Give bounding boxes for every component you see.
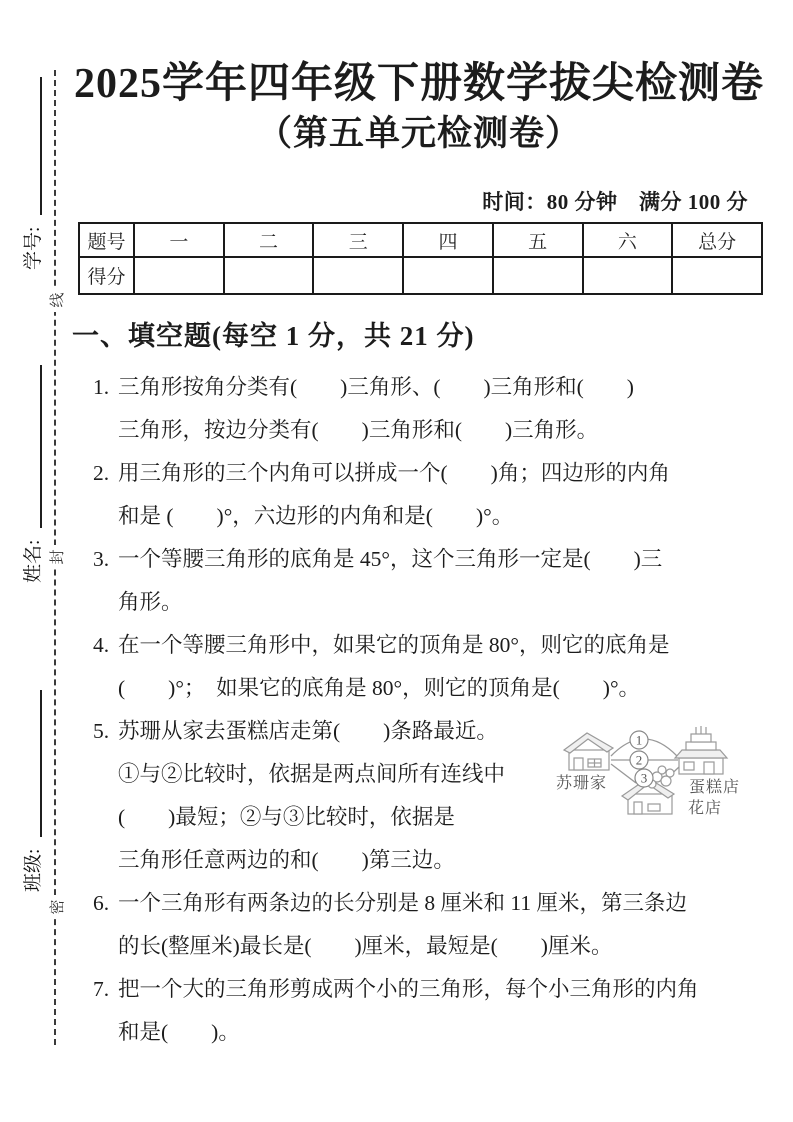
- seal-char-mi: 密: [44, 895, 68, 919]
- route-2-number: 2: [635, 752, 643, 768]
- score-col-header: 六: [583, 223, 673, 257]
- score-cell: [493, 257, 583, 294]
- question-item-7: [93, 968, 773, 1054]
- route-figure: [552, 714, 764, 826]
- question-item-6: [93, 882, 773, 968]
- question-line: 一个等腰三角形的底角是 45°，这个三角形一定是( )三: [118, 547, 663, 571]
- question-item-1: [93, 366, 773, 452]
- exam-subtitle: （第五单元检测卷）: [256, 114, 581, 153]
- question-line: 角形。: [118, 590, 183, 614]
- question-number: 7.: [93, 977, 110, 1001]
- score-cell: [224, 257, 314, 294]
- question-number: 2.: [93, 461, 110, 485]
- score-row-label: 得分: [79, 257, 134, 294]
- question-line: 三角形任意两边的和( )第三边。: [118, 848, 455, 872]
- score-col-header: 四: [403, 223, 493, 257]
- score-col-header: 一: [134, 223, 224, 257]
- score-col-header: 三: [313, 223, 403, 257]
- question-line: 在一个等腰三角形中，如果它的顶角是 80°，则它的底角是: [118, 633, 670, 657]
- home-icon: [564, 733, 613, 770]
- score-table-header-row: [79, 223, 762, 257]
- section-heading: 一、填空题(每空 1 分，共 21 分): [72, 321, 475, 351]
- seal-char-feng: 封: [44, 545, 68, 569]
- route-3-number: 3: [640, 770, 648, 786]
- student-id-label: 学号:: [23, 226, 44, 270]
- exam-meta: 时间：80 分钟 满分 100 分: [482, 190, 748, 214]
- score-col-header: 题号: [79, 223, 134, 257]
- home-label: 苏珊家: [556, 775, 608, 792]
- seal-char-xian: 线: [44, 288, 68, 312]
- question-line: 苏珊从家去蛋糕店走第( )条路最近。: [118, 719, 498, 743]
- score-table: [78, 222, 763, 295]
- score-col-header: 二: [224, 223, 314, 257]
- question-list: [75, 366, 773, 1054]
- question-number: 4.: [93, 633, 110, 657]
- question-line: ①与②比较时，依据是两点间所有连线中: [118, 762, 506, 786]
- student-class-field: [20, 688, 46, 892]
- question-number: 5.: [93, 719, 110, 743]
- student-id-field: [20, 75, 46, 270]
- question-number: 6.: [93, 891, 110, 915]
- question-number: 3.: [93, 547, 110, 571]
- question-line: 用三角形的三个内角可以拼成一个( )角；四边形的内角: [118, 461, 670, 485]
- student-class-blank-line: [30, 690, 42, 837]
- student-name-label: 姓名:: [23, 539, 44, 583]
- cake-shop-label: 蛋糕店: [689, 779, 741, 796]
- question-line: ( )°； 如果它的底角是 80°，则它的顶角是( )°。: [118, 676, 641, 700]
- score-table-score-row: [79, 257, 762, 294]
- exam-title: 2025学年四年级下册数学拔尖检测卷: [73, 61, 764, 107]
- score-cell: [313, 257, 403, 294]
- question-line: 的长(整厘米)最长是( )厘米，最短是( )厘米。: [118, 934, 613, 958]
- question-line: 一个三角形有两条边的长分别是 8 厘米和 11 厘米，第三条边: [118, 891, 687, 915]
- score-cell: [672, 257, 762, 294]
- question-line: 和是 ( )°，六边形的内角和是( )°。: [118, 504, 514, 528]
- question-line: 把一个大的三角形剪成两个小的三角形，每个小三角形的内角: [118, 977, 699, 1001]
- question-line: 三角形，按边分类有( )三角形和( )三角形。: [118, 418, 599, 442]
- flower-shop-label: 花店: [688, 800, 723, 817]
- score-col-header: 五: [493, 223, 583, 257]
- student-name-field: [20, 363, 46, 583]
- student-name-blank-line: [30, 365, 42, 528]
- question-item-3: [93, 538, 773, 624]
- student-class-label: 班级:: [23, 848, 44, 892]
- question-line: 三角形按角分类有( )三角形、( )三角形和( ): [118, 375, 634, 399]
- cake-shop-icon: [675, 726, 727, 774]
- question-number: 1.: [93, 375, 110, 399]
- score-col-header: 总分: [672, 223, 762, 257]
- score-cell: [403, 257, 493, 294]
- score-cell: [583, 257, 673, 294]
- question-item-2: [93, 452, 773, 538]
- score-cell: [134, 257, 224, 294]
- route-1-number: 1: [635, 732, 643, 748]
- question-line: ( )最短；②与③比较时，依据是: [118, 805, 455, 829]
- question-item-4: [93, 624, 773, 710]
- question-line: 和是( )。: [118, 1020, 240, 1044]
- student-id-blank-line: [30, 77, 42, 215]
